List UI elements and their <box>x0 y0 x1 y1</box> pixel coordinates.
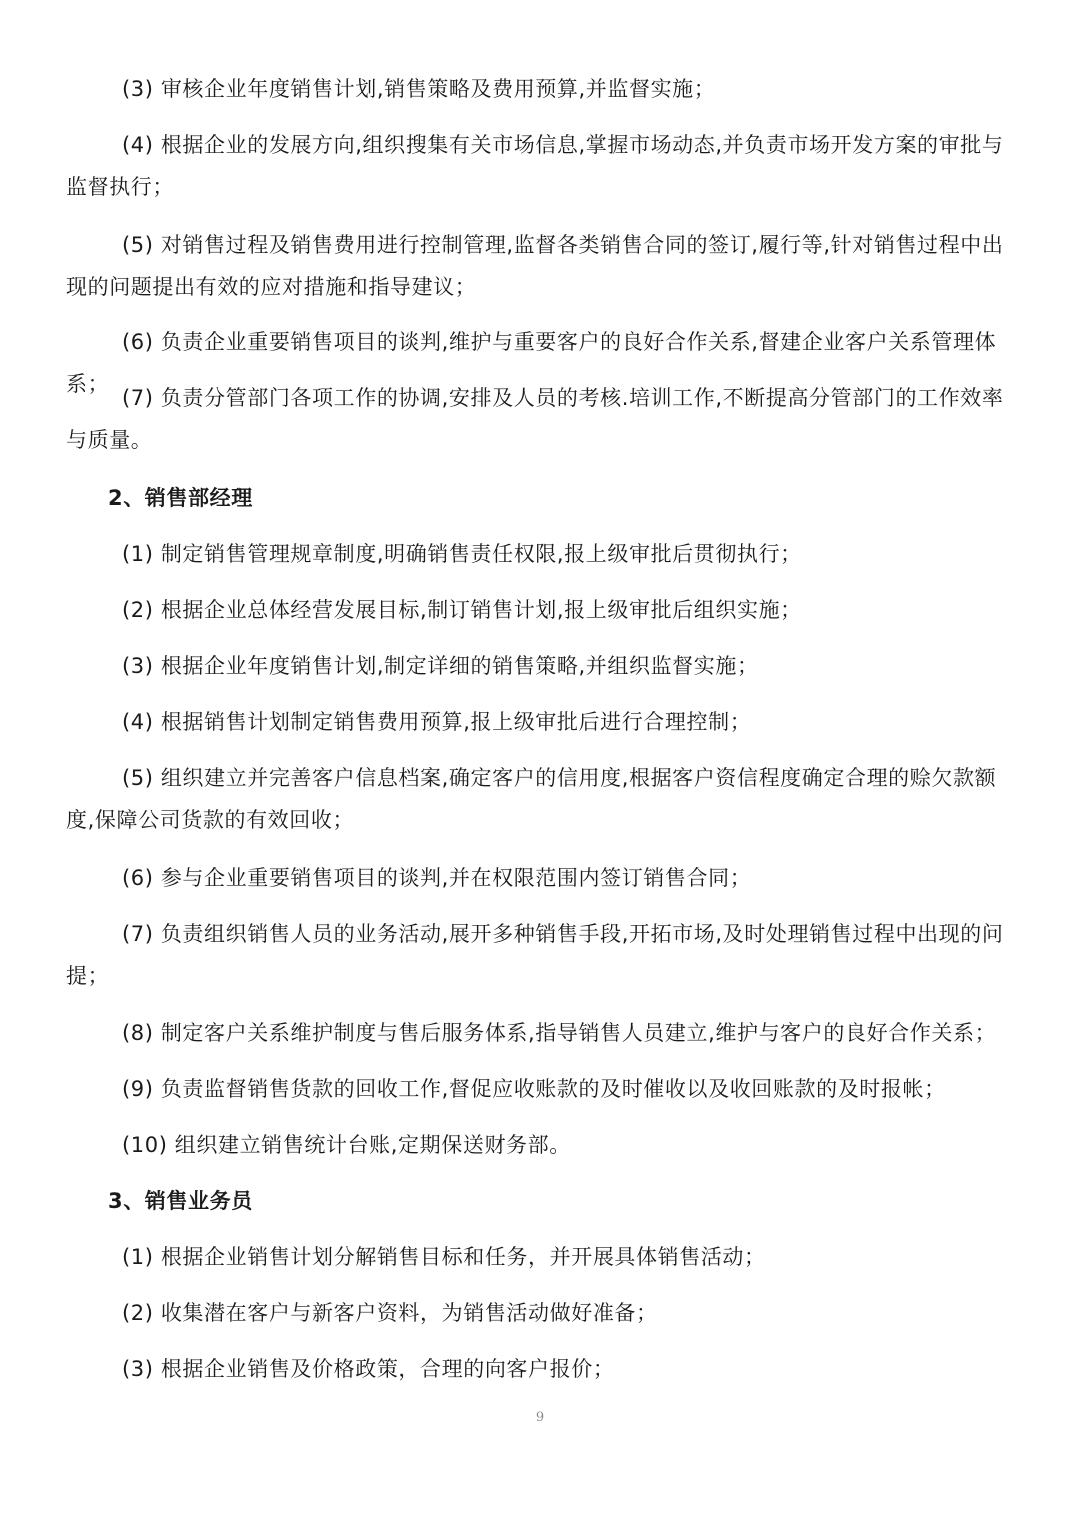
paragraph: (4) 根据企业的发展方向,组织搜集有关市场信息,掌握市场动态,并负责市场开发方案的审批与监督执行； <box>66 133 1004 199</box>
paragraph: (7) 负责分管部门各项工作的协调,安排及人员的考核.培训工作,不断提高分管部门的工作效率与质量。 <box>66 386 1004 452</box>
paragraph: (9) 负责监督销售货款的回收工作,督促应收账款的及时催收以及收回账款的及时报帐； <box>122 1077 946 1101</box>
paragraph: (2) 收集潜在客户与新客户资料，为销售活动做好准备； <box>122 1301 658 1325</box>
section-heading: 3、销售业务员 <box>108 1189 253 1213</box>
paragraph: (3) 根据企业销售及价格政策，合理的向客户报价； <box>122 1357 615 1381</box>
paragraph: (8) 制定客户关系维护制度与售后服务体系,指导销售人员建立,维护与客户的良好合作关系； <box>122 1021 997 1045</box>
page-number: 9 <box>535 1410 545 1425</box>
paragraph: (2) 根据企业总体经营发展目标,制订销售计划,报上级审批后组织实施； <box>122 598 802 622</box>
paragraph: (1) 根据企业销售计划分解销售目标和任务，并开展具体销售活动； <box>122 1245 766 1269</box>
paragraph: (5) 对销售过程及销售费用进行控制管理,监督各类销售合同的签订,履行等,针对销售过程中出现的问题提出有效的应对措施和指导建议； <box>66 233 1004 299</box>
paragraph: (6) 参与企业重要销售项目的谈判,并在权限范围内签订销售合同； <box>122 866 752 890</box>
section-heading: 2、销售部经理 <box>108 486 253 510</box>
paragraph: (4) 根据销售计划制定销售费用预算,报上级审批后进行合理控制； <box>122 710 752 734</box>
paragraph: (3) 根据企业年度销售计划,制定详细的销售策略,并组织监督实施； <box>122 654 759 678</box>
paragraph: (5) 组织建立并完善客户信息档案,确定客户的信用度,根据客户资信程度确定合理的赊欠款额度,保障公司货款的有效回收； <box>66 766 997 832</box>
paragraph: (3) 审核企业年度销售计划,销售策略及费用预算,并监督实施； <box>122 77 716 101</box>
paragraph: (7) 负责组织销售人员的业务活动,展开多种销售手段,开拓市场,及时处理销售过程中出现的问提； <box>66 922 1004 988</box>
paragraph: (1) 制定销售管理规章制度,明确销售责任权限,报上级审批后贯彻执行； <box>122 542 802 566</box>
paragraph: (10) 组织建立销售统计台账,定期保送财务部。 <box>122 1133 571 1157</box>
paragraph: (6) 负责企业重要销售项目的谈判,维护与重要客户的良好合作关系,督建企业客户关系管理体系； <box>66 330 997 396</box>
